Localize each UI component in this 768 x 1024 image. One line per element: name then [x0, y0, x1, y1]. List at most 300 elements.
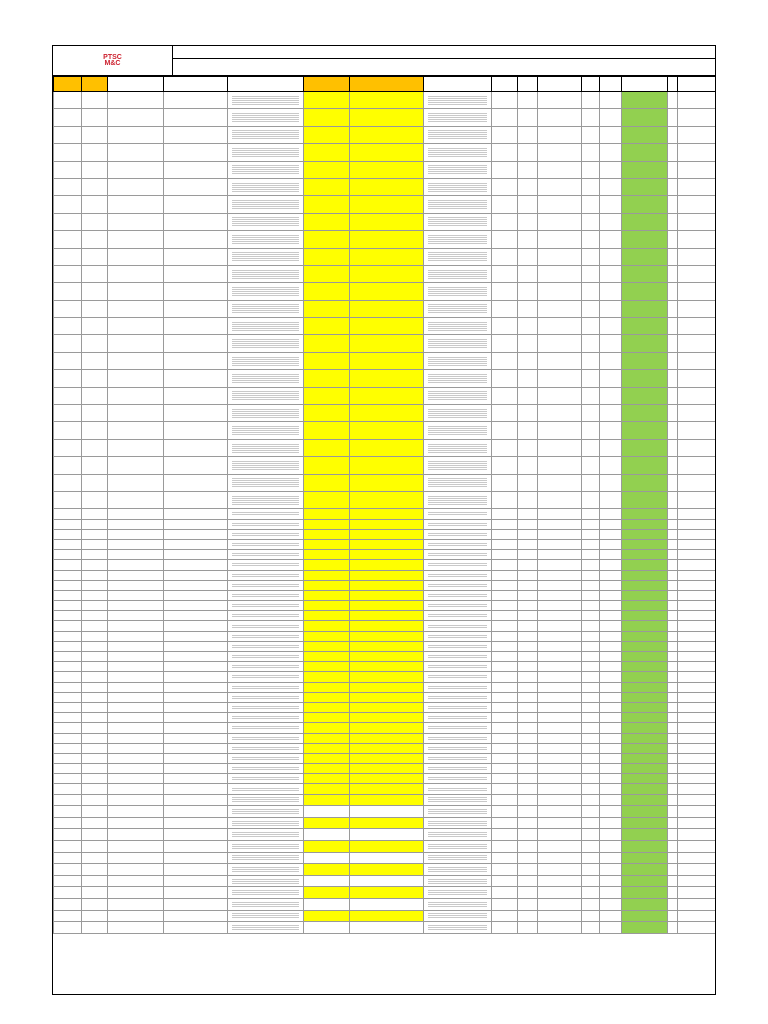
table-cell [164, 641, 228, 651]
table-cell [108, 641, 164, 651]
table-cell [492, 794, 518, 806]
table-cell [82, 126, 108, 143]
table-cell [582, 590, 600, 600]
table-cell [668, 817, 678, 829]
table-cell [54, 539, 82, 549]
table-cell [600, 318, 622, 335]
text-placeholder [428, 716, 487, 717]
table-cell [622, 590, 668, 600]
table-cell [424, 601, 492, 611]
table-cell [82, 631, 108, 641]
table-cell [108, 764, 164, 774]
text-placeholder [232, 413, 299, 414]
table-cell [668, 248, 678, 265]
table-row [54, 682, 717, 692]
column-header [304, 77, 350, 92]
text-placeholder [232, 799, 299, 800]
table-cell [518, 352, 538, 369]
table-cell [622, 887, 668, 899]
table-cell [538, 733, 582, 743]
table-cell [622, 318, 668, 335]
table-cell [54, 692, 82, 702]
table-cell [228, 248, 304, 265]
table-cell [228, 774, 304, 784]
text-placeholder [428, 867, 487, 868]
text-placeholder [232, 535, 299, 536]
table-cell [582, 662, 600, 672]
table-cell [518, 641, 538, 651]
table-cell [164, 439, 228, 456]
text-placeholder [232, 881, 299, 882]
text-placeholder [428, 308, 487, 309]
table-cell [82, 178, 108, 195]
table-cell [350, 335, 424, 352]
table-cell [678, 283, 717, 300]
table-cell [678, 509, 717, 519]
table-cell [538, 318, 582, 335]
table-cell [54, 248, 82, 265]
table-cell [82, 774, 108, 784]
table-cell [538, 248, 582, 265]
table-cell [304, 743, 350, 753]
text-placeholder [232, 328, 299, 329]
text-placeholder [428, 189, 487, 190]
table-cell [538, 611, 582, 621]
text-placeholder [428, 767, 487, 768]
table-cell [622, 692, 668, 702]
table-cell [538, 601, 582, 611]
table-cell [622, 405, 668, 422]
table-cell [164, 519, 228, 529]
table-cell [622, 662, 668, 672]
column-header [54, 77, 82, 92]
text-placeholder [428, 136, 487, 137]
table-cell [108, 161, 164, 178]
table-cell [108, 672, 164, 682]
table-cell [678, 672, 717, 682]
table-cell [108, 682, 164, 692]
text-placeholder [428, 927, 487, 928]
table-cell [350, 753, 424, 763]
text-placeholder [428, 925, 487, 926]
document-title [173, 46, 715, 59]
table-cell [492, 672, 518, 682]
text-placeholder [428, 486, 487, 487]
table-cell [228, 519, 304, 529]
text-placeholder [428, 686, 487, 687]
table-cell [518, 631, 538, 641]
table-cell [304, 439, 350, 456]
table-cell [538, 109, 582, 126]
text-placeholder [428, 846, 487, 847]
table-cell [228, 601, 304, 611]
table-cell [622, 509, 668, 519]
table-cell [304, 529, 350, 539]
text-placeholder [428, 657, 487, 658]
table-cell [164, 196, 228, 213]
table-cell [108, 910, 164, 922]
table-cell [538, 457, 582, 474]
table-cell [538, 910, 582, 922]
text-placeholder [428, 809, 487, 810]
text-placeholder [232, 274, 299, 275]
text-placeholder [232, 848, 299, 849]
table-cell [228, 405, 304, 422]
text-placeholder [232, 657, 299, 658]
text-placeholder [428, 183, 487, 184]
table-cell [54, 852, 82, 864]
table-cell [82, 352, 108, 369]
table-cell [582, 682, 600, 692]
table-cell [678, 405, 717, 422]
table-row [54, 631, 717, 641]
text-placeholder [232, 393, 299, 394]
table-cell [108, 491, 164, 508]
text-placeholder [428, 467, 487, 468]
table-cell [424, 817, 492, 829]
table-cell [600, 875, 622, 887]
table-cell [492, 922, 518, 934]
table-cell [108, 109, 164, 126]
text-placeholder [232, 417, 299, 418]
table-cell [82, 723, 108, 733]
table-cell [108, 92, 164, 109]
text-placeholder [232, 606, 299, 607]
text-placeholder [428, 411, 487, 412]
table-cell [582, 509, 600, 519]
table-cell [304, 601, 350, 611]
table-cell [108, 713, 164, 723]
table-cell [108, 196, 164, 213]
table-row [54, 784, 717, 794]
table-cell [538, 196, 582, 213]
table-cell [622, 422, 668, 439]
text-placeholder [232, 399, 299, 400]
table-cell [622, 300, 668, 317]
table-cell [164, 560, 228, 570]
text-placeholder [232, 686, 299, 687]
text-placeholder [232, 341, 299, 342]
table-cell [228, 265, 304, 282]
column-header [350, 77, 424, 92]
text-placeholder [428, 535, 487, 536]
text-placeholder [232, 728, 299, 729]
table-row [54, 491, 717, 508]
text-placeholder [232, 512, 299, 513]
table-cell [582, 652, 600, 662]
table-cell [668, 875, 678, 887]
text-placeholder [232, 869, 299, 870]
table-cell [492, 621, 518, 631]
table-row [54, 529, 717, 539]
text-placeholder [428, 165, 487, 166]
table-cell [82, 474, 108, 491]
table-cell [600, 806, 622, 818]
text-placeholder [428, 115, 487, 116]
text-placeholder [232, 380, 299, 381]
text-placeholder [428, 121, 487, 122]
table-cell [582, 570, 600, 580]
table-cell [350, 852, 424, 864]
table-cell [82, 806, 108, 818]
table-cell [538, 580, 582, 590]
table-cell [492, 352, 518, 369]
table-cell [54, 178, 82, 195]
table-cell [622, 265, 668, 282]
text-placeholder [232, 411, 299, 412]
text-placeholder [428, 391, 487, 392]
text-placeholder [428, 706, 487, 707]
table-cell [424, 560, 492, 570]
table-cell [622, 248, 668, 265]
text-placeholder [428, 675, 487, 676]
table-cell [424, 550, 492, 560]
table-cell [350, 539, 424, 549]
text-placeholder [232, 104, 299, 105]
table-cell [82, 422, 108, 439]
table-cell [82, 318, 108, 335]
table-cell [622, 764, 668, 774]
table-cell [424, 898, 492, 910]
table-cell [518, 126, 538, 143]
text-placeholder [428, 777, 487, 778]
table-cell [304, 784, 350, 794]
table-cell [492, 631, 518, 641]
text-placeholder [428, 252, 487, 253]
text-placeholder [232, 904, 299, 905]
table-cell [54, 283, 82, 300]
table-cell [518, 529, 538, 539]
table-cell [54, 806, 82, 818]
table-cell [600, 910, 622, 922]
table-cell [518, 196, 538, 213]
table-row [54, 352, 717, 369]
table-cell [82, 509, 108, 519]
table-cell [600, 539, 622, 549]
text-placeholder [428, 584, 487, 585]
table-cell [678, 784, 717, 794]
table-cell [582, 560, 600, 570]
table-row [54, 300, 717, 317]
table-cell [82, 539, 108, 549]
table-cell [82, 405, 108, 422]
table-cell [678, 491, 717, 508]
table-cell [304, 723, 350, 733]
table-cell [350, 519, 424, 529]
text-placeholder [232, 767, 299, 768]
table-cell [678, 922, 717, 934]
table-cell [228, 439, 304, 456]
table-cell [304, 652, 350, 662]
table-cell [108, 335, 164, 352]
text-placeholder [232, 357, 299, 358]
text-placeholder [232, 706, 299, 707]
table-cell [518, 248, 538, 265]
text-placeholder [428, 291, 487, 292]
text-placeholder [428, 119, 487, 120]
text-placeholder [232, 929, 299, 930]
table-cell [492, 92, 518, 109]
text-placeholder [232, 665, 299, 666]
table-cell [350, 743, 424, 753]
table-cell [582, 491, 600, 508]
text-placeholder [428, 434, 487, 435]
table-cell [582, 784, 600, 794]
text-placeholder [232, 484, 299, 485]
table-row [54, 161, 717, 178]
column-header [164, 77, 228, 92]
table-cell [304, 178, 350, 195]
table-cell [518, 539, 538, 549]
text-placeholder [232, 363, 299, 364]
table-cell [668, 652, 678, 662]
text-placeholder [232, 359, 299, 360]
text-placeholder [232, 304, 299, 305]
table-cell [492, 784, 518, 794]
table-cell [304, 621, 350, 631]
table-cell [82, 829, 108, 841]
table-cell [582, 817, 600, 829]
table-cell [228, 422, 304, 439]
text-placeholder [232, 343, 299, 344]
text-placeholder [232, 428, 299, 429]
table-cell [678, 743, 717, 753]
text-placeholder [428, 357, 487, 358]
table-cell [518, 283, 538, 300]
table-cell [492, 852, 518, 864]
table-cell [668, 910, 678, 922]
text-placeholder [232, 219, 299, 220]
table-cell [600, 774, 622, 784]
text-placeholder [232, 272, 299, 273]
text-placeholder [428, 478, 487, 479]
text-placeholder [428, 187, 487, 188]
table-cell [424, 283, 492, 300]
table-cell [582, 829, 600, 841]
table-cell [668, 852, 678, 864]
text-placeholder [232, 291, 299, 292]
table-cell [538, 806, 582, 818]
table-cell [582, 864, 600, 876]
table-cell [538, 641, 582, 651]
text-placeholder [232, 698, 299, 699]
table-cell [54, 519, 82, 529]
text-placeholder [428, 913, 487, 914]
table-cell [108, 621, 164, 631]
table-cell [108, 178, 164, 195]
table-cell [518, 764, 538, 774]
table-cell [538, 519, 582, 529]
table-cell [518, 806, 538, 818]
table-cell [492, 318, 518, 335]
table-cell [678, 692, 717, 702]
table-cell [600, 753, 622, 763]
table-cell [492, 550, 518, 560]
text-placeholder [428, 221, 487, 222]
text-placeholder [232, 378, 299, 379]
table-cell [492, 265, 518, 282]
table-row [54, 265, 717, 282]
table-cell [424, 733, 492, 743]
table-cell [668, 283, 678, 300]
text-placeholder [232, 295, 299, 296]
table-cell [518, 178, 538, 195]
table-cell [538, 231, 582, 248]
table-cell [350, 318, 424, 335]
table-cell [492, 161, 518, 178]
text-placeholder [428, 256, 487, 257]
table-cell [304, 611, 350, 621]
table-cell [518, 743, 538, 753]
text-placeholder [232, 223, 299, 224]
table-cell [678, 92, 717, 109]
table-cell [678, 474, 717, 491]
table-cell [82, 529, 108, 539]
table-cell [304, 109, 350, 126]
table-cell [600, 352, 622, 369]
table-cell [538, 491, 582, 508]
table-cell [600, 723, 622, 733]
table-cell [82, 794, 108, 806]
text-placeholder [232, 444, 299, 445]
table-cell [424, 387, 492, 404]
table-cell [582, 161, 600, 178]
table-cell [518, 370, 538, 387]
table-cell [622, 641, 668, 651]
table-cell [668, 898, 678, 910]
table-cell [518, 474, 538, 491]
table-cell [54, 702, 82, 712]
table-cell [350, 682, 424, 692]
text-placeholder [232, 395, 299, 396]
table-cell [304, 335, 350, 352]
text-placeholder [428, 606, 487, 607]
table-row [54, 439, 717, 456]
table-cell [538, 387, 582, 404]
text-placeholder [428, 185, 487, 186]
table-cell [678, 723, 717, 733]
table-cell [164, 457, 228, 474]
table-cell [350, 265, 424, 282]
table-cell [228, 213, 304, 230]
table-cell [304, 265, 350, 282]
text-placeholder [428, 465, 487, 466]
table-cell [582, 335, 600, 352]
table-cell [54, 662, 82, 672]
text-placeholder [232, 759, 299, 760]
text-placeholder [428, 879, 487, 880]
text-placeholder [232, 749, 299, 750]
table-row [54, 922, 717, 934]
table-cell [518, 213, 538, 230]
table-cell [82, 652, 108, 662]
table-cell [668, 509, 678, 519]
text-placeholder [428, 102, 487, 103]
table-row [54, 743, 717, 753]
text-placeholder [428, 563, 487, 564]
table-cell [622, 370, 668, 387]
table-cell [518, 590, 538, 600]
table-cell [350, 474, 424, 491]
table-cell [350, 590, 424, 600]
table-cell [424, 784, 492, 794]
table-cell [492, 743, 518, 753]
text-placeholder [232, 574, 299, 575]
table-cell [600, 764, 622, 774]
table-cell [82, 621, 108, 631]
text-placeholder [232, 150, 299, 151]
table-cell [350, 774, 424, 784]
